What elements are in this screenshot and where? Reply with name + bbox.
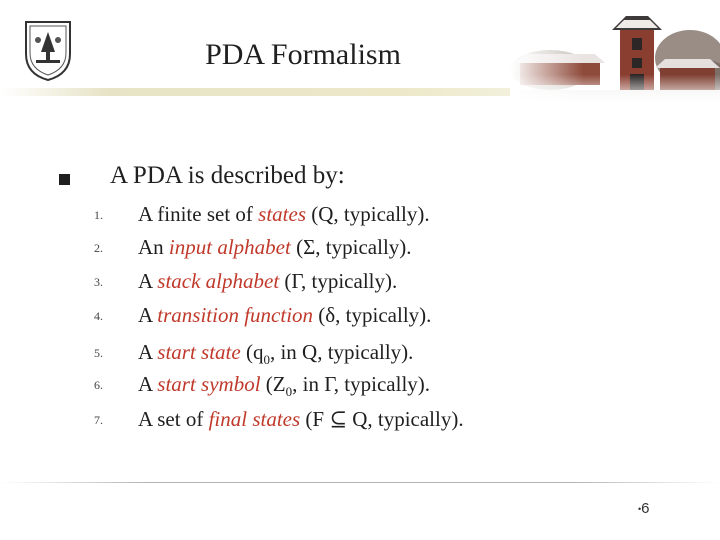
item-number: 3.: [94, 275, 103, 289]
list-item: [0, 303, 720, 333]
page-marker: •: [638, 504, 642, 515]
item-term: transition function: [157, 303, 314, 327]
item-number: 4.: [94, 309, 103, 323]
item-text: A set of final states (F ⊆ Q, typically).: [138, 407, 464, 431]
page-number: •6: [638, 500, 650, 517]
list-item: [0, 202, 720, 232]
lead-text: A PDA is described by:: [110, 162, 345, 189]
item-term: start state: [157, 340, 241, 364]
item-text: A transition function (δ, typically).: [138, 303, 432, 327]
item-term: input alphabet: [168, 235, 291, 259]
footer-rule: [0, 482, 720, 483]
item-text: A start symbol ($Z_0$, in Γ, typically).: [138, 372, 431, 400]
page-title: PDA Formalism: [205, 38, 401, 71]
list-item: [0, 372, 720, 402]
item-number: 5.: [94, 346, 103, 360]
item-text: A finite set of states (Q, typically).: [138, 202, 430, 226]
item-term: stack alphabet: [157, 269, 280, 293]
list-item: [0, 407, 720, 437]
item-number: 7.: [94, 413, 103, 427]
list-item: [0, 340, 720, 370]
item-text: A stack alphabet (Γ, typically).: [138, 269, 398, 293]
item-term: states: [258, 202, 306, 226]
list-item: [0, 269, 720, 299]
item-term: start symbol: [157, 372, 261, 396]
item-number: 1.: [94, 208, 103, 222]
item-text: A start state ($q_0$, in Q, typically).: [138, 340, 414, 368]
item-number: 2.: [94, 241, 103, 255]
list-item: [0, 235, 720, 265]
item-number: 6.: [94, 378, 103, 392]
item-term: final states: [208, 407, 301, 431]
item-text: An input alphabet (Σ, typically).: [138, 235, 412, 259]
